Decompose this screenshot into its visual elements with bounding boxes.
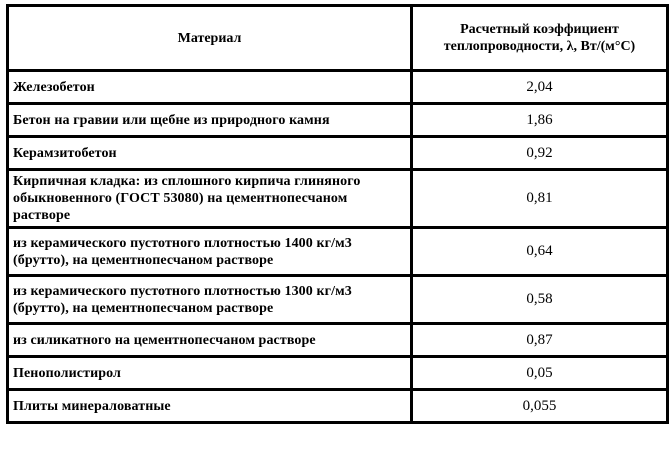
material-cell: Кирпичная кладка: из сплошного кирпича глиняного обыкновенного (ГОСТ 53080) на цементнопесчаном растворе (8, 170, 412, 228)
table-header-row (8, 6, 668, 71)
material-cell: Железобетон (8, 71, 412, 104)
coefficient-cell: 1,86 (412, 104, 668, 137)
table-row (8, 390, 668, 423)
material-cell: из керамического пустотного плотностью 1300 кг/м3 (брутто), на цементнопесчаном растворе (8, 276, 412, 324)
coefficient-header-line1: Расчетный коэффициент (460, 22, 619, 37)
material-cell: Керамзитобетон (8, 137, 412, 170)
coefficient-cell: 0,58 (412, 276, 668, 324)
table-row (8, 357, 668, 390)
table-row (8, 276, 668, 324)
thermal-conductivity-table (6, 4, 669, 424)
coefficient-cell: 0,64 (412, 228, 668, 276)
coefficient-column-header (412, 6, 668, 71)
table-row (8, 228, 668, 276)
coefficient-cell: 0,055 (412, 390, 668, 423)
material-cell: из керамического пустотного плотностью 1400 кг/м3 (брутто), на цементнопесчаном растворе (8, 228, 412, 276)
material-cell: Пенополистирол (8, 357, 412, 390)
material-cell: Плиты минераловатные (8, 390, 412, 423)
table-row (8, 324, 668, 357)
table-row (8, 137, 668, 170)
table-row (8, 71, 668, 104)
coefficient-cell: 0,87 (412, 324, 668, 357)
coefficient-cell: 2,04 (412, 71, 668, 104)
material-cell: Бетон на гравии или щебне из природного камня (8, 104, 412, 137)
coefficient-cell: 0,05 (412, 357, 668, 390)
material-column-header: Материал (8, 6, 412, 71)
coefficient-header-line2: теплопроводности, λ, Вт/(м°С) (443, 39, 636, 54)
coefficient-cell: 0,81 (412, 170, 668, 228)
table-row (8, 170, 668, 228)
material-cell: из силикатного на цементнопесчаном растворе (8, 324, 412, 357)
coefficient-cell: 0,92 (412, 137, 668, 170)
table-row (8, 104, 668, 137)
